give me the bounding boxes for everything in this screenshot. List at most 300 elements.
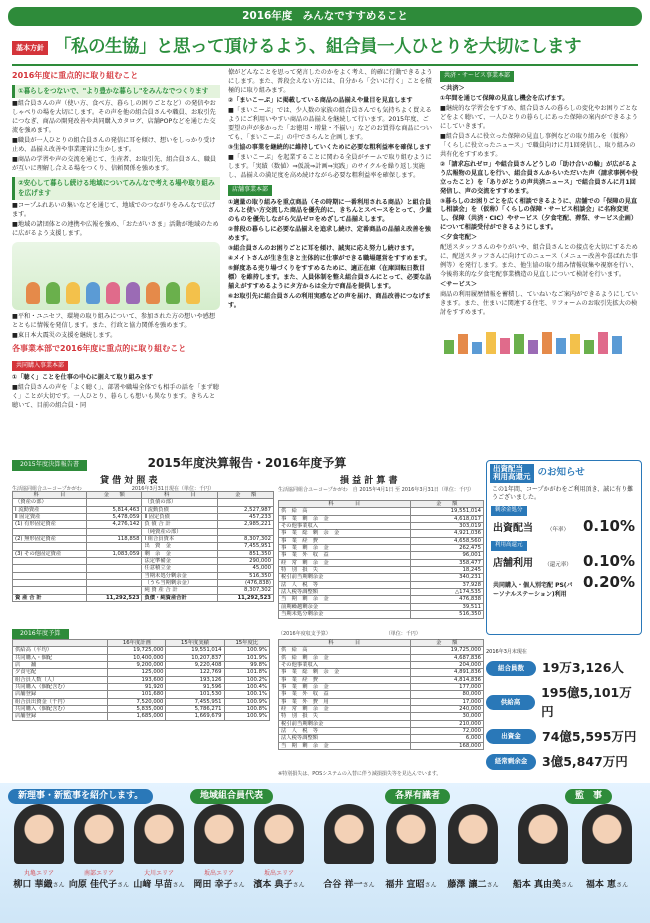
table-row <box>279 603 484 610</box>
table-cell: 100.8% <box>224 706 269 713</box>
table-row <box>279 581 484 588</box>
table-row <box>13 662 270 669</box>
table-cell: 19,551,014 <box>166 647 224 654</box>
table-cell: 事 業 剰 余 金 <box>279 545 411 552</box>
table-cell: (476,838) <box>218 580 274 587</box>
table-row <box>279 662 484 669</box>
table-cell <box>86 528 142 535</box>
member-name: 福井 宣昭さん <box>385 879 437 890</box>
table-row <box>279 654 484 661</box>
table-cell: 72,000 <box>410 728 483 735</box>
table-row <box>13 499 274 506</box>
table-cell: 1,669,679 <box>166 713 224 720</box>
member-photo <box>518 804 568 864</box>
table-cell: その他事業収入 <box>279 523 411 530</box>
budget-meta: （2016年度収支予算） （単位：千円） <box>278 631 421 637</box>
table-row <box>13 521 274 528</box>
table-row <box>279 545 484 552</box>
paragraph: ①「聴く」ことを仕事の中心に据えて取り組みます <box>12 374 154 382</box>
table-cell: 122,769 <box>166 669 224 676</box>
table-cell <box>13 572 87 579</box>
divider <box>12 64 638 66</box>
member-photo <box>448 804 498 864</box>
rate-key: 店舗利用 <box>493 557 533 569</box>
paragraph: ②「請求忘れゼロ」や組合員さんどうしの「助け合いの輪」が広がるよう広報物の見直しを行い、組合員さんからいただいた声（請求事例や役立ったこと）を「ありがとうの声共済ニュース」で組合員さんに月1回発信し、声の交流をすすめます。 <box>440 160 638 195</box>
bs-title: 貸 借 対 照 表 <box>100 476 158 486</box>
board-member <box>442 804 504 892</box>
stat-key: 供給高 <box>486 695 535 710</box>
table-cell: 240,000 <box>410 706 483 713</box>
pl-title: 損 益 計 算 書 <box>340 476 398 486</box>
paragraph: ■組合員さんに役立った保障の見直し事例などの取り組みを（仮称）「くらしに役立ったニュース」で職員向けに月1回発信し、取り組みの共有化をすすめます。 <box>440 132 636 158</box>
table-cell: 4,687,836 <box>410 654 483 661</box>
stat-key: 出資金 <box>486 729 536 744</box>
table-row <box>279 647 484 654</box>
member-name: 船本 真由美さん <box>512 879 574 890</box>
table-cell: 1,083,059 <box>86 550 142 557</box>
table-row <box>13 543 274 550</box>
priority-2-title: ②安心して暮らし続ける地域についてみんなで考える場や取り組みを広げます <box>12 177 220 200</box>
table-cell: (1) 有形固定資産 <box>13 521 87 528</box>
priority-1-title: ①暮らしをつないで、"より豊かな暮らし"をみんなでつくります <box>12 85 220 99</box>
table-cell: 事 業 経 費 <box>279 537 411 544</box>
basic-policy <box>12 33 638 63</box>
member-area <box>576 870 638 879</box>
table-row <box>279 523 484 530</box>
table-cell: 5,835,000 <box>108 706 166 713</box>
table-cell: 100.9% <box>224 647 269 654</box>
dividend-notice <box>486 460 642 635</box>
board-member <box>380 804 442 892</box>
table-row <box>13 684 270 691</box>
table-cell: 事 業 外 収 益 <box>279 691 411 698</box>
policy-slogan: 「私の生協」と思って頂けるよう、組合員一人ひとりを大切にします <box>54 37 581 58</box>
member-name: 藤澤 讓二さん <box>447 879 499 890</box>
paragraph: ■「まいこーぷ」を起業することに関わる全員がチームで取り組むようにします。「実績（数値）⇒仮説⇒計画⇒実践」のサイクルを繰り返し実施し、品揃えの満足度を高め続けながら必要な粗利益率を確保します。 <box>228 153 432 179</box>
table-cell: 共同購入・個配 <box>13 654 108 661</box>
table-cell: 851,350 <box>218 550 274 557</box>
board-member <box>248 804 310 892</box>
paragraph: ②普段の暮らしに必要な品揃えを追求し続け、定番商品の品揃え改善を強めます。 <box>228 226 431 243</box>
table-cell: 101,530 <box>166 691 224 698</box>
table-row <box>279 720 484 727</box>
notice-title: のお知らせ <box>537 467 585 479</box>
stat-value: 19万3,126人 <box>542 660 624 676</box>
table-row <box>279 706 484 713</box>
member-suffix: さん <box>561 881 574 889</box>
table-cell: 4,921,036 <box>410 530 483 537</box>
table-cell: 168,000 <box>410 742 483 749</box>
table-cell: 供 給 高 <box>279 647 411 654</box>
table-cell: 99.8% <box>224 662 269 669</box>
table-cell <box>13 587 87 594</box>
table-row <box>13 713 270 720</box>
table-cell: 19,725,000 <box>410 647 483 654</box>
table-cell: Ⅰ 組合員資本 <box>142 536 218 543</box>
member-name: 合谷 祥一さん <box>323 879 375 890</box>
table-cell: 剰 余 金 <box>142 550 218 557</box>
column-insurance-services <box>440 68 640 448</box>
table-row <box>279 669 484 676</box>
table-row <box>13 669 270 676</box>
table-row <box>13 514 274 521</box>
table-cell <box>86 572 142 579</box>
table-cell: 5,814,463 <box>86 506 142 513</box>
table-cell: 193,600 <box>108 676 166 683</box>
member-area <box>512 870 574 879</box>
fin-title: 2015年度決算報告・2016年度予算 <box>147 456 347 470</box>
table-row <box>279 684 484 691</box>
table-row <box>13 647 270 654</box>
table-cell: 任意積立金 <box>142 565 218 572</box>
table-row <box>279 698 484 705</box>
table-cell: 供給高（平均） <box>13 647 108 654</box>
table-row <box>279 611 484 618</box>
table-row <box>13 558 274 565</box>
rate-value: 0.10% <box>582 516 635 535</box>
table-cell: Ⅱ 固定資産 <box>13 514 87 521</box>
table-cell: 特 別 損 失 <box>279 567 411 574</box>
rate-key: 共同購入・個人別宅配 PS(パーソナルステーション)利用 <box>493 582 573 598</box>
paragraph: ■組合員さんの声（使い方、食べ方、暮らしの困りごとなど）の発信やおしゃべりの場を大切にします。その声を他の組合員さんや職員、お取引先につなぎ、商品の開発改善や共同購入カタログ、店舗POPなどを通じた交流を強めます。 <box>12 100 216 135</box>
board-member <box>318 804 380 892</box>
member-suffix: さん <box>486 881 499 889</box>
table-cell: 30,000 <box>410 713 483 720</box>
board-member <box>128 804 190 892</box>
stats-panel <box>486 649 642 778</box>
rate-label: 利用高還元 <box>491 541 527 551</box>
board-member <box>576 804 638 892</box>
paragraph: ■継続的な学習会をすすめ、組合員さんの暮らしの変化やお困りごとなどをよく聴いて、一人ひとりの暮らしにあった保障の案内ができるようにしていきます。 <box>440 104 638 130</box>
table-cell: Ⅰ 流動負債 <box>142 506 218 513</box>
table-row <box>13 528 274 535</box>
table-cell <box>13 543 87 550</box>
paragraph: ■組合員さんの声を「よく聴く」、部署や職場全体でも相手の話を「まず聴く」ことが大切です。一人ひとり、暮らしも想いも異なります。きちんと聴いて、目前の組合員・同 <box>12 384 219 410</box>
table-cell: 100.1% <box>224 691 269 698</box>
member-suffix: さん <box>362 881 375 889</box>
paragraph: ■平和・ユニセフ、環境の取り組みについて、参加された方の想いや感想とともに情報を発信します。また、行政と協力関係を強めます。 <box>12 313 216 330</box>
table-cell: （資産の部） <box>13 499 87 506</box>
board-member <box>188 804 250 892</box>
table-cell: 当期未処分剰余金 <box>142 572 218 579</box>
income-statement-table: 科 目 金 額 供 給 高 19,551,014 事 業 剰 余 金 4,618,017 その他事業収入 303,019 事 業 総 剰 余 金 4,921,036 事 業 経 費 4,658,560 事 業 剰 余 金 262,475 事 業 外 収 益 96,001 経 常 剰 余 金 358,477 特 別 損 失 18,245 税引前当期剰余金 340,231 法 人 税 等 37,928 法人税等調整額 △174,535 当 期 剰 余 金 476,838 前期繰越剰余金 39,511 当期未処分剰余金 516,350 <box>278 500 484 619</box>
group-regional: 地域組合員代表 <box>190 789 273 804</box>
table-cell <box>218 499 274 506</box>
table-cell: （純資産の部） <box>142 528 218 535</box>
table-cell: 80,000 <box>410 691 483 698</box>
member-area: 南部エリア <box>83 870 114 877</box>
member-photo <box>134 804 184 864</box>
table-row <box>279 713 484 720</box>
member-area <box>318 870 380 879</box>
paragraph: ■職員が一人ひとりの組合員さんの発信に耳を傾け、想いをしっかり受け止め、品揃え改善や事業運営に生かします。 <box>12 137 216 154</box>
table-cell: 事 業 総 剰 余 金 <box>279 530 411 537</box>
table-cell <box>86 558 142 565</box>
table-cell: 経 常 剰 余 金 <box>279 559 411 566</box>
member-area: 丸亀エリア <box>23 870 54 877</box>
table-cell: 19,725,000 <box>108 647 166 654</box>
section-heading: 各事業本部で2016年度に重点的に取り組むこと <box>12 344 187 353</box>
table-cell: 101,680 <box>108 691 166 698</box>
balance-sheet-table: 科 目 金 額 科 目 金 額 （資産の部） （負債の部） Ⅰ 流動資産 5,814,463 Ⅰ 流動負債 2,527,987 Ⅱ 固定資産 5,478,059 Ⅱ 固定負債 457,233 (1) 有形固定資産 4,276,142 負 債 合 計 2,985,221 （純資産の部） (2) 無形固定資産 118,858 Ⅰ 組合員資本 8,307,302 出 資 金 7,455,951 (3) その他固定資産 1,083,059 剰 余 金 851,350 法定準備金 290,000 任意積立金 45,000 当期未処分剰余金 516,350 （うち当期剰余金） (476,838) 純 資 産 合 計 8,307,302 資 産 合 計 11,292,523 負債・純資産合計 11,292,523 <box>12 491 274 602</box>
table-cell: 290,000 <box>218 558 274 565</box>
table-cell <box>86 543 142 550</box>
table-cell: 6,000 <box>410 735 483 742</box>
rate-label: 剰余金処分 <box>491 506 527 516</box>
member-photo <box>254 804 304 864</box>
rate-value: 0.20% <box>582 573 635 592</box>
table-cell: 法 人 税 等 <box>279 728 411 735</box>
table-row <box>279 559 484 566</box>
member-suffix: さん <box>172 881 185 889</box>
table-cell: 100.2% <box>224 676 269 683</box>
table-row <box>13 587 274 594</box>
table-cell: 4,891,836 <box>410 669 483 676</box>
table-cell: 204,000 <box>410 662 483 669</box>
table-cell: 2,985,221 <box>218 521 274 528</box>
member-area <box>442 870 504 879</box>
member-suffix: さん <box>292 881 305 889</box>
table-cell: 税引前当期剰余金 <box>279 574 411 581</box>
table-cell: 5,478,059 <box>86 514 142 521</box>
table-cell: 262,475 <box>410 545 483 552</box>
paragraph: ③組合員さんのお困りごとに耳を傾け、誠実に応え努力し続けます。 <box>228 245 419 253</box>
member-suffix: さん <box>52 881 65 889</box>
table-cell: 法人税等調整額 <box>279 589 411 596</box>
table-row <box>279 691 484 698</box>
fin-tag: 2015年度決算報告書 <box>12 460 87 471</box>
table-cell: 4,814,836 <box>410 676 483 683</box>
table-cell: 事 業 剰 余 金 <box>279 684 411 691</box>
paragraph: ■「まいこーぷ」では、少人数の家族の組合員さんでも気持ちよく買えるようにご利用いやすい商品の品揃えを継続して行います。2015年度、ご要望の声が多かった「お徳用・増量・不揃い」などのお買得な商品についても、「まいこーぷ」の中でさらんと企画します。 <box>228 106 433 141</box>
table-cell: 37,928 <box>410 581 483 588</box>
table-cell: 177,000 <box>410 684 483 691</box>
stat-key: 組合員数 <box>486 661 536 676</box>
table-cell: 組合員人数（人） <box>13 676 108 683</box>
table-cell: 店舗登録 <box>13 713 108 720</box>
table-cell <box>86 587 142 594</box>
table-cell: 18,245 <box>410 567 483 574</box>
table-cell: 125,000 <box>108 669 166 676</box>
table-cell: 法 人 税 等 <box>279 581 411 588</box>
table-row <box>279 676 484 683</box>
member-name: 柳口 華織さん <box>13 879 65 890</box>
table-row: 資 産 合 計 11,292,523 負債・純資産合計 11,292,523 <box>13 594 274 601</box>
paragraph: ③暮らしのお困りごとを広く相談できるように、店舗での「保障の見直し相談会」を（仮称）「くらしの保障・サービス相談会」に名称変更し、保障（共済・CIC）やサービス（夕食宅配、葬祭、サービス企画）について相談受付ができるようにします。 <box>440 197 638 232</box>
table-cell <box>13 528 87 535</box>
paragraph: ■商品の学習や声の交流を通じて、生産者、お取引先、組合員さん、職員が互いに理解し合える場をつくり、信頼関係を強めます。 <box>12 156 217 173</box>
table-row <box>279 589 484 596</box>
board-member <box>68 804 130 892</box>
table-cell: （うち当期剰余金） <box>142 580 218 587</box>
paragraph: ①年間を通じて保障の見直し機会を広げます。 <box>440 94 569 102</box>
table-cell: 事 業 外 収 益 <box>279 552 411 559</box>
table-row <box>279 530 484 537</box>
table-cell: 事 業 総 剰 余 金 <box>279 669 411 676</box>
table-cell: 9,200,000 <box>108 662 166 669</box>
board-title: 新理事・新監事を紹介します。 <box>8 789 153 804</box>
rate-unit: （還元率） <box>544 561 572 568</box>
paragraph: ■東日本大震災の支援を継続します。 <box>12 332 117 340</box>
table-cell: 2,527,987 <box>218 506 274 513</box>
table-cell: 100.9% <box>224 713 269 720</box>
table-row <box>279 567 484 574</box>
table-cell: 特 別 損 失 <box>279 713 411 720</box>
member-suffix: さん <box>232 881 245 889</box>
table-row <box>13 691 270 698</box>
table-row <box>279 735 484 742</box>
table-row <box>279 537 484 544</box>
dept-label: 共同購入事業本部 <box>12 361 68 372</box>
table-row <box>279 515 484 522</box>
table-cell <box>13 558 87 565</box>
table-cell: 出 資 金 <box>142 543 218 550</box>
member-photo <box>194 804 244 864</box>
budget-table: 16年度計画 15年度実績 15年度比 供給高（平均） 19,725,000 19,551,014 100.9% 共同購入・個配 10,400,000 10,207,837 101.9% 店 舗 9,200,000 9,220,408 99.8% 夕食宅配 125,000 122,769 101.8% 組合員人数（人） 193,600 193,126 100.2% 共同購入（個配含む） 91,920 91,596 100.4% 店舗登録 101,680 101,530 100.1% 組合員出資金（千円） 7,520,000 7,455,951 100.9% 共同購入（個配含む） 5,835,000 5,786,271 100.8% 店舗登録 1,685,000 1,669,679 100.9% <box>12 639 270 721</box>
paragraph: ＜夕食宅配＞ <box>440 234 478 242</box>
table-cell: 39,511 <box>410 603 483 610</box>
member-photo <box>74 804 124 864</box>
stat-key: 経常剰余金 <box>486 754 536 769</box>
table-cell: 法定準備金 <box>142 558 218 565</box>
table-row <box>13 565 274 572</box>
table-cell: 7,455,951 <box>166 698 224 705</box>
paragraph: ■コープふれあいの集いなどを通じて、地域でのつながりをみんなで広げます。 <box>12 202 216 219</box>
paragraph: 配送スタッフさんのやりがいや、組合員さんとの接点を大切にするために、配送スタッフさんに向けてのニュース（メニュー改善や喜ばれた事例等）を発行します。また、他生協の取り組み情報収集や視察を行い、今後将来的な夕食宅配事業構造の見直しについて検討を行います。 <box>440 244 638 279</box>
paragraph: ③生協の事業を継続的に維持していくために必要な粗利益率を確保します <box>228 143 432 151</box>
community-illustration <box>12 242 220 310</box>
table-cell: 前期繰越剰余金 <box>279 603 411 610</box>
table-cell: 17,000 <box>410 698 483 705</box>
rate-value: 0.10% <box>582 551 635 570</box>
policy-tag: 基本方針 <box>12 41 48 55</box>
table-cell: 91,596 <box>166 684 224 691</box>
table-cell: 負 債 合 計 <box>142 521 218 528</box>
table-row <box>13 506 274 513</box>
table-cell: Ⅱ 固定負債 <box>142 514 218 521</box>
table-cell: 事 業 外 費 用 <box>279 698 411 705</box>
member-name: 濱本 典子さん <box>253 879 305 890</box>
group-experts: 各界有識者 <box>385 789 450 804</box>
table-cell: 19,551,014 <box>410 508 483 515</box>
paragraph: ＜共済＞ <box>440 84 465 92</box>
table-row <box>13 572 274 579</box>
notice-intro: この1年間、コープかがわをご利用頂き、誠に有り難うございました。 <box>492 485 634 502</box>
table-cell: 10,207,837 <box>166 654 224 661</box>
pl-meta: 生活協同組合ユーコープかがわ 自 2015年4月1日 至 2016年3月31日（単位：千円） <box>278 487 474 493</box>
table-cell: 4,658,560 <box>410 537 483 544</box>
table-cell: 101.8% <box>224 669 269 676</box>
table-cell: 1,685,000 <box>108 713 166 720</box>
table-cell <box>86 499 142 506</box>
member-name: 山﨑 早苗さん <box>133 879 185 890</box>
stat-value: 3億5,847万円 <box>542 753 628 769</box>
member-area <box>380 870 442 879</box>
section-heading: 2016年度に重点的に取り組むこと <box>12 71 139 80</box>
budget-note: ※特別損失は、POSシステムの入替に伴う減損損失等を見込んでいます。 <box>278 771 442 777</box>
table-cell: 8,307,302 <box>218 587 274 594</box>
board-member <box>8 804 70 892</box>
table-cell: 118,858 <box>86 536 142 543</box>
table-cell: 経 常 剰 余 金 <box>279 706 411 713</box>
member-suffix: さん <box>117 881 130 889</box>
member-area: 坂出エリア <box>263 870 294 877</box>
table-cell: 457,233 <box>218 514 274 521</box>
table-cell: 店 舗 <box>13 662 108 669</box>
table-row <box>279 552 484 559</box>
member-photo <box>386 804 436 864</box>
table-cell: 純 資 産 合 計 <box>142 587 218 594</box>
table-cell: 100.4% <box>224 684 269 691</box>
table-cell: 516,350 <box>218 572 274 579</box>
table-row <box>279 742 484 749</box>
table-cell: 516,350 <box>410 611 483 618</box>
table-cell: 当期未処分剰余金 <box>279 611 411 618</box>
paragraph: ＜サービス＞ <box>440 281 478 289</box>
stats-caption: 2016年3月末現在 <box>486 649 527 655</box>
table-cell: 8,307,302 <box>218 536 274 543</box>
table-cell: 組合員出資金（千円） <box>13 698 108 705</box>
table-cell: 4,276,142 <box>86 521 142 528</box>
table-cell: 91,920 <box>108 684 166 691</box>
notice-label: 出資配当 <box>493 464 523 473</box>
member-suffix: さん <box>616 881 629 889</box>
table-cell: 事 業 経 費 <box>279 676 411 683</box>
dept-label: 店舗事業本部 <box>228 185 272 196</box>
paragraph: ④メイトさんが生き生きと主体的に仕事ができる職場運営をすすめます。 <box>228 255 431 263</box>
table-cell: 共同購入（個配含む） <box>13 684 108 691</box>
table-cell: 193,126 <box>166 676 224 683</box>
table-cell: 法人税等調整額 <box>279 735 411 742</box>
table-cell <box>218 528 274 535</box>
table-cell: 100.9% <box>224 698 269 705</box>
table-cell: 夕食宅配 <box>13 669 108 676</box>
paragraph: ■地域の諸団体との連携や広報を強め、「おたがいさま」活動が地域のために広がるよう支援します。 <box>12 221 219 238</box>
table-cell: 事 業 剰 余 金 <box>279 515 411 522</box>
table-cell: 358,477 <box>410 559 483 566</box>
table-cell: （負債の部） <box>142 499 218 506</box>
paragraph: 商品の利用履歴情報を蓄積し、ていねいなご案内ができるようにしていきます。また、住まいに関連する住宅、リフォームのお取引先拡大の検討をすすめます。 <box>440 291 638 317</box>
budget-tag: 2016年度予算 <box>12 629 69 640</box>
table-cell: (3) その他固定資産 <box>13 550 87 557</box>
rate-key: 出資配当 <box>493 522 533 534</box>
table-cell: (2) 無形固定資産 <box>13 536 87 543</box>
table-cell <box>13 565 87 572</box>
column-departments <box>228 68 433 448</box>
table-cell: 340,231 <box>410 574 483 581</box>
table-cell: 7,455,951 <box>218 543 274 550</box>
table-cell: △174,535 <box>410 589 483 596</box>
table-cell: 101.9% <box>224 654 269 661</box>
table-cell: 303,019 <box>410 523 483 530</box>
paragraph: 僚がどんなことを思って発言したのかをよく考え、的確に行動できるようにします。また、普段会えない方には、自分から「会いに行く」ことを積極的に取り組みます。 <box>228 69 433 94</box>
budget-income-table: 科 目 金 額 供 給 高 19,725,000 供 給 剰 余 金 4,687,836 その他事業収入 204,000 事 業 総 剰 余 金 4,891,836 事 業 経 費 4,814,836 事 業 剰 余 金 177,000 事 業 外 収 益 80,000 事 業 外 費 用 17,000 経 常 剰 余 金 240,000 特 別 損 失 30,000 税引前当期剰余金 210,000 法 人 税 等 72,000 法人税等調整額 6,000 当 期 剰 余 金 168,000 <box>278 639 484 750</box>
table-cell: Ⅰ 流動資産 <box>13 506 87 513</box>
member-suffix: さん <box>424 881 437 889</box>
column-priorities <box>12 68 220 448</box>
table-cell <box>86 565 142 572</box>
table-cell: 45,000 <box>218 565 274 572</box>
group-auditors: 監 事 <box>565 789 612 804</box>
table-cell: 当 期 剰 余 金 <box>279 596 411 603</box>
table-row <box>13 580 274 587</box>
paragraph: ②「まいこーぷ」に掲載している商品の品揃えや量目を見直します <box>228 96 413 104</box>
table-cell: 税引前当期剰余金 <box>279 720 411 727</box>
stat-value: 195億5,101万円 <box>541 685 632 719</box>
notice-label: 利用高還元 <box>493 472 531 482</box>
table-cell: 476,838 <box>410 596 483 603</box>
member-area: 坂出エリア <box>203 870 234 877</box>
